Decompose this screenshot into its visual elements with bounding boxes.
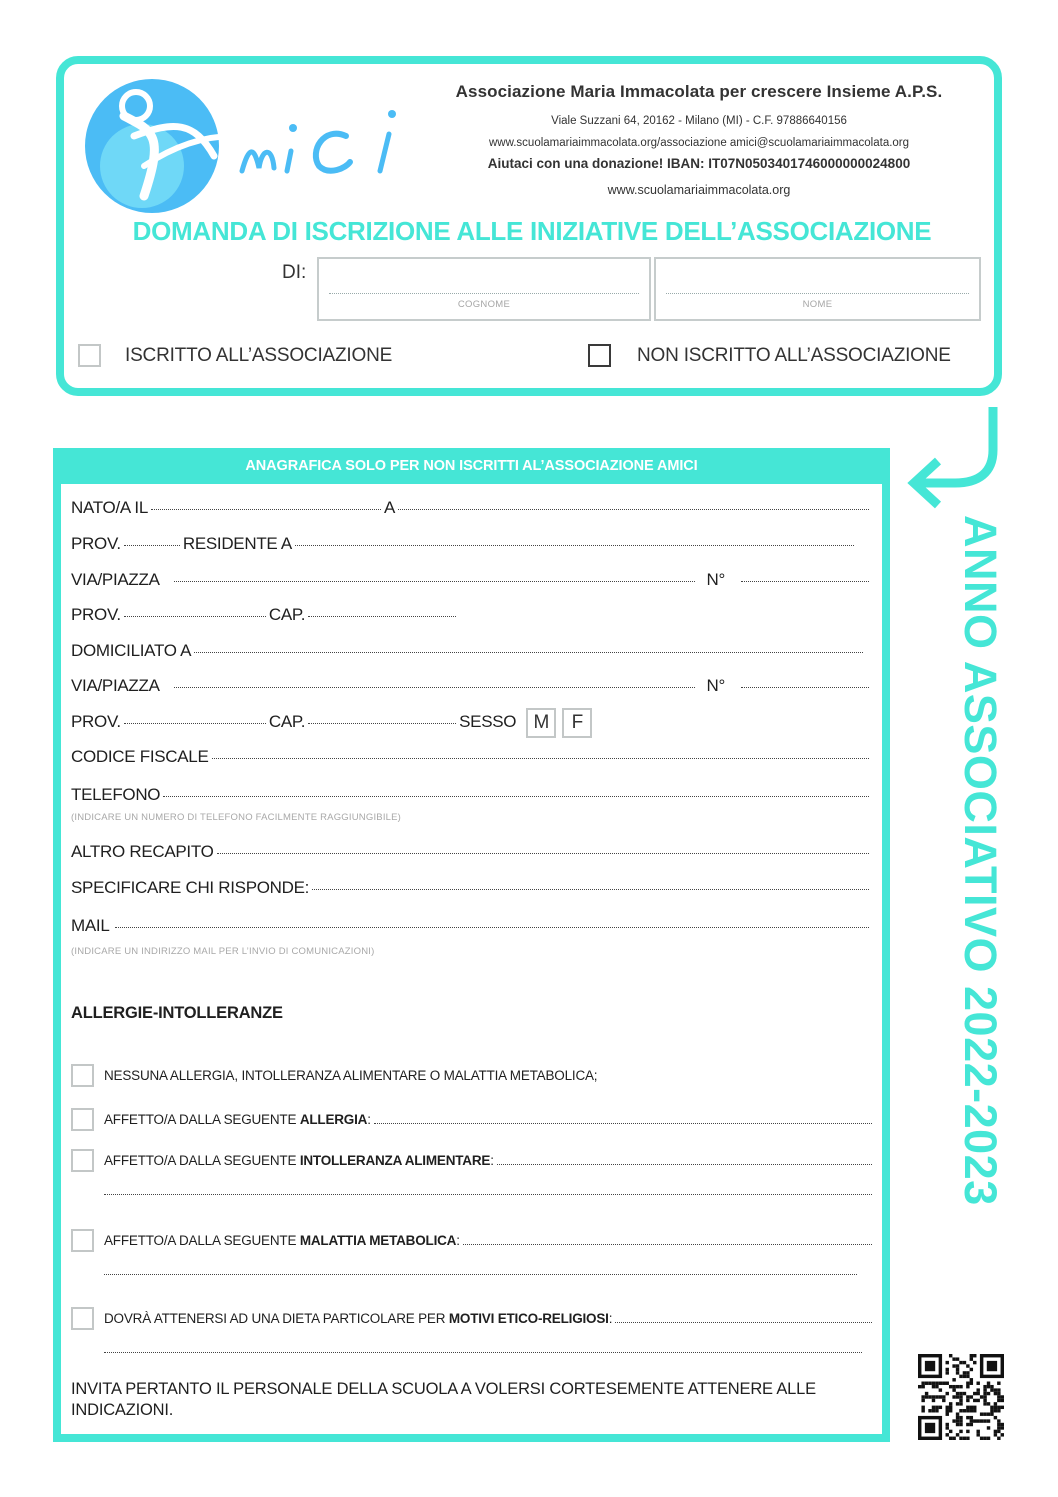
sex-f-box[interactable]: F (562, 708, 592, 738)
mail-hint: (INDICARE UN INDIRIZZO MAIL PER L’INVIO DI COMUNICAZIONI) (71, 946, 375, 957)
other-contact-label: ALTRO RECAPITO (71, 842, 214, 861)
di-label: DI: (282, 262, 307, 283)
intolerance-colon: : (490, 1153, 494, 1168)
domicile-street-row (71, 676, 872, 696)
name-caption: NOME (802, 299, 833, 310)
who-answers-label: SPECIFICARE CHI RISPONDE: (71, 878, 310, 897)
domicile-cap-label: CAP. (268, 712, 306, 731)
diet-field[interactable] (615, 1322, 872, 1323)
birth-row (71, 498, 872, 518)
tax-code-field[interactable] (212, 758, 870, 759)
birth-prov-label: PROV. (71, 534, 121, 553)
non-member-checkbox[interactable] (588, 344, 611, 367)
no-allergy-option[interactable] (71, 1064, 872, 1087)
domicile-number-label: N° (706, 676, 725, 695)
other-contact-field[interactable] (217, 853, 869, 854)
domicile-prov-field[interactable] (124, 723, 266, 724)
donation-iban: Aiutaci con una donazione! IBAN: IT07N0503401746000000024800 (487, 156, 911, 171)
residence-row (71, 534, 857, 554)
allergy-prefix: AFFETTO/A DALLA SEGUENTE (104, 1112, 300, 1127)
name-dotted-line (666, 293, 969, 294)
who-answers-row (71, 878, 872, 898)
intolerance-field[interactable] (497, 1164, 872, 1165)
domicile-number-field[interactable] (741, 687, 869, 688)
member-option[interactable] (78, 344, 392, 367)
metabolic-option[interactable] (71, 1229, 872, 1252)
mail-row (71, 916, 872, 936)
registry-form (53, 448, 890, 1442)
organization-info (414, 82, 984, 197)
mail-field[interactable] (115, 927, 869, 928)
residence-street-row (71, 570, 872, 590)
intolerance-option[interactable] (71, 1149, 872, 1172)
amici-logo (84, 76, 414, 216)
allergy-colon: : (367, 1112, 371, 1127)
metabolic-field[interactable] (463, 1244, 872, 1245)
organization-name: Associazione Maria Immacolata per crescere Insieme A.P.S. (455, 82, 943, 101)
closing-statement: INVITA PERTANTO IL PERSONALE DELLA SCUOLA A VOLERSI CORTESEMENTE ATTENERE ALLE INDICAZIONI. (71, 1380, 816, 1419)
name-field[interactable] (654, 257, 981, 321)
residence-prov-field[interactable] (124, 616, 266, 617)
intolerance-prefix: AFFETTO/A DALLA SEGUENTE (104, 1153, 300, 1168)
phone-field[interactable] (163, 796, 869, 797)
metabolic-checkbox[interactable] (71, 1229, 94, 1252)
allergy-field[interactable] (374, 1123, 872, 1124)
curved-arrow-icon (900, 405, 1010, 515)
domicile-street-label: VIA/PIAZZA (71, 676, 160, 695)
diet-colon: : (608, 1311, 613, 1326)
diet-field-continued[interactable] (104, 1352, 862, 1353)
intolerance-checkbox[interactable] (71, 1149, 94, 1172)
born-on-label: NATO/A IL (71, 498, 148, 517)
intolerance-field-continued[interactable] (104, 1194, 872, 1195)
residence-number-label: N° (706, 570, 725, 589)
birth-prov-field[interactable] (124, 545, 180, 546)
who-answers-field[interactable] (312, 889, 869, 890)
residence-prov-cap-row (71, 605, 872, 625)
diet-option[interactable] (71, 1307, 872, 1330)
born-at-field[interactable] (398, 509, 869, 510)
form-title: DOMANDA DI ISCRIZIONE ALLE INIZIATIVE DELL’ASSOCIAZIONE (132, 216, 932, 246)
phone-label: TELEFONO (71, 785, 161, 804)
sex-label: SESSO (459, 712, 517, 731)
domicile-street-field[interactable] (174, 687, 695, 688)
tax-code-row (71, 747, 872, 767)
metabolic-keyword: MALATTIA METABOLICA (299, 1233, 457, 1248)
metabolic-prefix: AFFETTO/A DALLA SEGUENTE (104, 1233, 300, 1248)
residence-street-field[interactable] (174, 581, 695, 582)
registry-form-body (61, 484, 882, 1434)
other-contact-row (71, 842, 872, 862)
sex-m-box[interactable]: M (526, 708, 556, 738)
surname-field[interactable] (317, 257, 651, 321)
resident-at-field[interactable] (295, 545, 854, 546)
non-member-label: NON ISCRITTO ALL’ASSOCIAZIONE (637, 344, 951, 366)
tax-code-label: CODICE FISCALE (71, 747, 209, 766)
mail-label: MAIL (71, 916, 110, 935)
header-card (56, 56, 1002, 396)
allergy-checkbox[interactable] (71, 1108, 94, 1131)
diet-checkbox[interactable] (71, 1307, 94, 1330)
organization-website: www.scuolamariaimmacolata.org (607, 183, 791, 197)
metabolic-field-continued[interactable] (104, 1274, 857, 1275)
no-allergy-label: NESSUNA ALLERGIA, INTOLLERANZA ALIMENTARE O MALATTIA METABOLICA; (104, 1068, 598, 1083)
member-label: ISCRITTO ALL’ASSOCIAZIONE (125, 344, 393, 366)
qr-code[interactable] (918, 1354, 1004, 1440)
domiciled-at-label: DOMICILIATO A (71, 641, 192, 660)
non-member-option[interactable] (588, 344, 951, 367)
phone-row (71, 785, 872, 805)
allergies-title: ALLERGIE-INTOLLERANZE (71, 1004, 283, 1022)
domicile-prov-cap-sex-row (71, 712, 872, 742)
residence-number-field[interactable] (741, 581, 869, 582)
phone-hint: (INDICARE UN NUMERO DI TELEFONO FACILMENTE RAGGIUNGIBILE) (71, 812, 402, 823)
domicile-row (71, 641, 866, 661)
association-year-title: ANNO ASSOCIATIVO 2022-2023 (955, 515, 1006, 1206)
surname-caption: COGNOME (457, 299, 511, 310)
residence-prov-label: PROV. (71, 605, 121, 624)
resident-at-label: RESIDENTE A (182, 534, 292, 553)
intolerance-keyword: INTOLLERANZA ALIMENTARE (299, 1153, 491, 1168)
allergy-option[interactable] (71, 1108, 872, 1131)
organization-address: Viale Suzzani 64, 20162 - Milano (MI) - C.F. 97886640156 (551, 115, 847, 127)
no-allergy-checkbox[interactable] (71, 1064, 94, 1087)
allergy-keyword: ALLERGIA (299, 1112, 368, 1127)
domiciled-at-field[interactable] (194, 652, 863, 653)
domicile-prov-label: PROV. (71, 712, 121, 731)
born-on-field[interactable] (151, 509, 381, 510)
residence-cap-label: CAP. (268, 605, 306, 624)
residence-street-label: VIA/PIAZZA (71, 570, 160, 589)
residence-cap-field[interactable] (308, 616, 456, 617)
metabolic-colon: : (456, 1233, 460, 1248)
diet-keyword: MOTIVI ETICO-RELIGIOSI (448, 1311, 609, 1326)
born-at-label: A (383, 498, 396, 517)
surname-dotted-line (329, 293, 639, 294)
domicile-cap-field[interactable] (308, 723, 456, 724)
diet-prefix: DOVRÀ ATTENERSI AD UNA DIETA PARTICOLARE PER (104, 1311, 449, 1326)
member-checkbox[interactable] (78, 344, 101, 367)
registry-form-header: ANAGRAFICA SOLO PER NON ISCRITTI AL’ASSOCIAZIONE AMICI (245, 458, 698, 474)
organization-web-email: www.scuolamariaimmacolata.org/associazione amici@scuolamariaimmacolata.org (488, 137, 910, 149)
